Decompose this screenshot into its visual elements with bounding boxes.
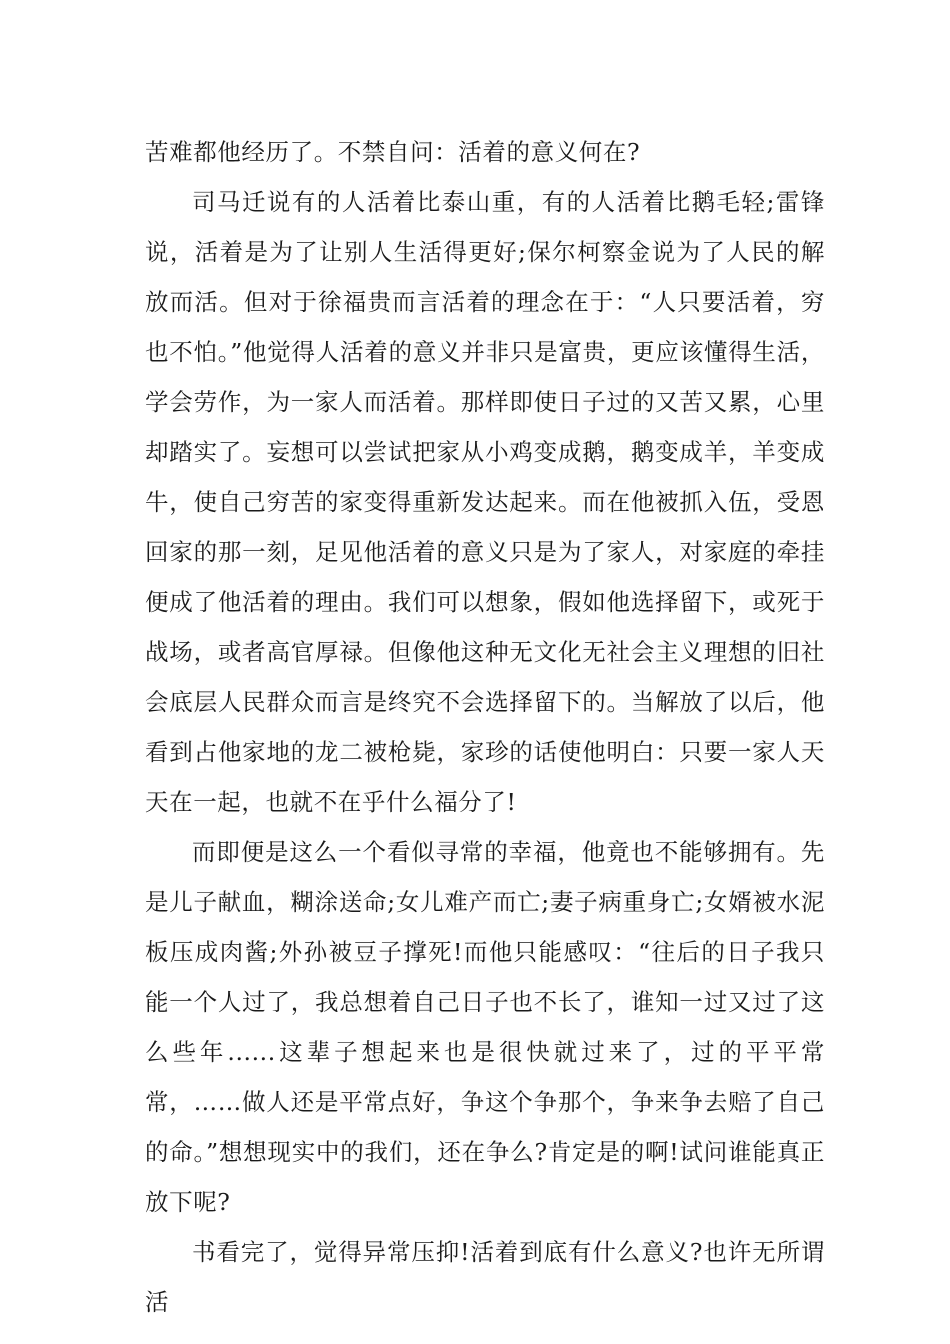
paragraph-3: 而即便是这么一个看似寻常的幸福，他竟也不能够拥有。先是儿子献血，糊涂送命;女儿难产而亡;妻子病重身亡;女婿被水泥板压成肉酱;外孙被豆子撑死!而他只能感叹：“往后的日子我只能一个人过了，我总想着自己日子也不长了，谁知一过又过了这么些年......这辈子想起来也是很快就过来了，过的平平常常，……做人还是平常点好，争这个争那个，争来争去赔了自己的命。”想想现实中的我们，还在争么?肯定是的啊!试问谁能真正放下呢? bbox=[145, 838, 825, 1216]
paragraph-1: 苦难都他经历了。不禁自问：活着的意义何在? bbox=[145, 138, 641, 166]
paragraph-4: 书看完了，觉得异常压抑!活着到底有什么意义?也许无所谓活 bbox=[145, 1238, 825, 1316]
paragraph-2: 司马迁说有的人活着比泰山重，有的人活着比鹅毛轻;雷锋说，活着是为了让别人生活得更好;保尔柯察金说为了人民的解放而活。但对于徐福贵而言活着的理念在于：“人只要活着，穷也不怕。”他觉得人活着的意义并非只是富贵，更应该懂得生活，学会劳作，为一家人而活着。那样即使日子过的又苦又累，心里却踏实了。妄想可以尝试把家从小鸡变成鹅，鹅变成羊，羊变成牛，使自己穷苦的家变得重新发达起来。而在他被抓入伍，受恩回家的那一刻，足见他活着的意义只是为了家人，对家庭的牵挂便成了他活着的理由。我们可以想象，假如他选择留下，或死于战场，或者高官厚禄。但像他这种无文化无社会主义理想的旧社会底层人民群众而言是终究不会选择留下的。当解放了以后，他看到占他家地的龙二被枪毙，家珍的话使他明白：只要一家人天天在一起，也就不在乎什么福分了! bbox=[145, 188, 825, 816]
document-body bbox=[145, 127, 825, 1327]
